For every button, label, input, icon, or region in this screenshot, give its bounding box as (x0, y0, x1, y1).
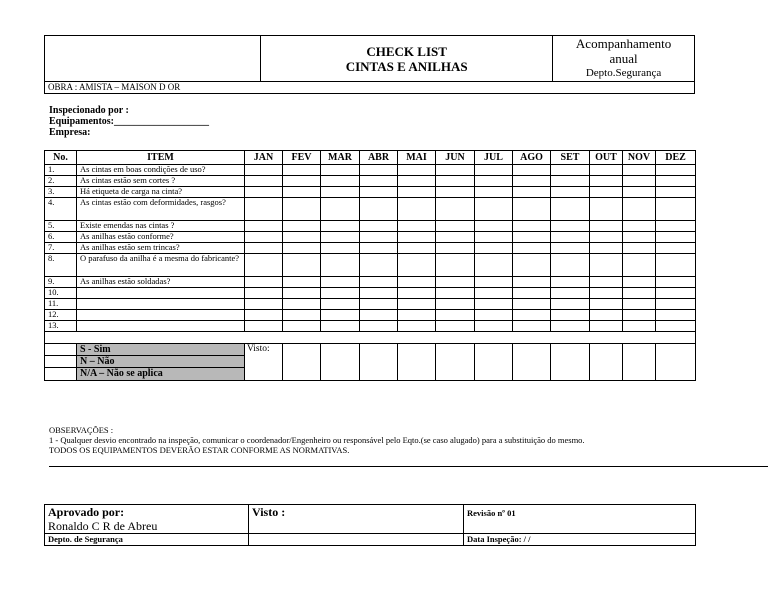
month-check-cell[interactable] (360, 321, 398, 332)
month-check-cell[interactable] (398, 321, 436, 332)
month-check-cell[interactable] (475, 288, 513, 299)
visto-cell[interactable] (475, 344, 513, 381)
table-row (45, 232, 696, 243)
visto-cell[interactable] (436, 344, 475, 381)
month-check-cell[interactable] (321, 232, 360, 243)
row-number: 9. (45, 277, 77, 288)
visto-cell[interactable] (551, 344, 590, 381)
month-check-cell[interactable] (283, 187, 321, 198)
month-check-cell[interactable] (590, 198, 623, 221)
month-check-cell[interactable] (245, 254, 283, 277)
observacao-line-2: TODOS OS EQUIPAMENTOS DEVERÃO ESTAR CONFORME AS NORMATIVAS. (49, 445, 350, 455)
month-check-cell[interactable] (475, 310, 513, 321)
table-row (45, 187, 696, 198)
month-check-cell[interactable] (475, 165, 513, 176)
month-check-cell[interactable] (623, 310, 656, 321)
month-check-cell[interactable] (283, 299, 321, 310)
title-line-2: CINTAS E ANILHAS (345, 58, 468, 74)
month-check-cell[interactable] (360, 277, 398, 288)
month-check-cell[interactable] (551, 232, 590, 243)
month-check-cell[interactable] (590, 243, 623, 254)
month-check-cell[interactable] (245, 277, 283, 288)
month-check-cell[interactable] (360, 243, 398, 254)
month-check-cell[interactable] (475, 221, 513, 232)
divider-line (49, 466, 768, 467)
month-check-cell[interactable] (623, 299, 656, 310)
revisao-label: Revisão nº 01 (464, 505, 696, 534)
month-check-cell[interactable] (245, 198, 283, 221)
month-check-cell[interactable] (436, 187, 475, 198)
title-line-1: CHECK LIST (366, 43, 447, 59)
col-header-month: ABR (360, 151, 398, 165)
month-check-cell[interactable] (551, 321, 590, 332)
month-check-cell[interactable] (283, 232, 321, 243)
col-header-month: OUT (590, 151, 623, 165)
month-check-cell[interactable] (656, 221, 696, 232)
visto-cell[interactable] (623, 344, 656, 381)
col-header-item: ITEM (77, 151, 245, 165)
month-check-cell[interactable] (475, 232, 513, 243)
month-check-cell[interactable] (360, 187, 398, 198)
legend-no-cell (45, 368, 77, 381)
visto-cell[interactable] (360, 344, 398, 381)
month-check-cell[interactable] (360, 288, 398, 299)
header-box (44, 35, 695, 94)
col-header-month: JUN (436, 151, 475, 165)
month-check-cell[interactable] (245, 243, 283, 254)
month-check-cell[interactable] (436, 288, 475, 299)
checklist-table (44, 150, 696, 381)
table-row (45, 321, 696, 332)
row-number: 12. (45, 310, 77, 321)
month-check-cell[interactable] (513, 198, 551, 221)
empresa-label: Empresa: (49, 127, 91, 138)
legend-nao: N – Não (77, 356, 245, 368)
month-check-cell[interactable] (475, 254, 513, 277)
month-check-cell[interactable] (656, 187, 696, 198)
month-check-cell[interactable] (551, 299, 590, 310)
month-check-cell[interactable] (436, 321, 475, 332)
month-check-cell[interactable] (623, 187, 656, 198)
month-check-cell[interactable] (623, 198, 656, 221)
row-number: 7. (45, 243, 77, 254)
row-item-text: O parafuso da anilha é a mesma do fabricante? (77, 254, 245, 277)
legend-sim: S - Sim (77, 344, 245, 356)
row-item-text (77, 299, 245, 310)
month-check-cell[interactable] (513, 243, 551, 254)
month-check-cell[interactable] (513, 165, 551, 176)
month-check-cell[interactable] (398, 288, 436, 299)
month-check-cell[interactable] (360, 176, 398, 187)
month-check-cell[interactable] (283, 321, 321, 332)
inspecionado-label: Inspecionado por : (49, 105, 129, 116)
month-check-cell[interactable] (623, 243, 656, 254)
month-check-cell[interactable] (245, 221, 283, 232)
month-check-cell[interactable] (475, 198, 513, 221)
month-check-cell[interactable] (283, 176, 321, 187)
month-check-cell[interactable] (321, 321, 360, 332)
month-check-cell[interactable] (551, 254, 590, 277)
month-check-cell[interactable] (590, 277, 623, 288)
table-row (45, 310, 696, 321)
col-header-month: AGO (513, 151, 551, 165)
visto-cell[interactable] (513, 344, 551, 381)
month-check-cell[interactable] (398, 254, 436, 277)
month-check-cell[interactable] (283, 243, 321, 254)
month-check-cell[interactable] (475, 243, 513, 254)
month-check-cell[interactable] (513, 232, 551, 243)
depto-label: Depto. de Segurança (45, 534, 249, 546)
row-item-text: Existe emendas nas cintas ? (77, 221, 245, 232)
aprovado-nome: Ronaldo C R de Abreu (48, 519, 158, 533)
month-check-cell[interactable] (321, 165, 360, 176)
month-check-cell[interactable] (623, 232, 656, 243)
month-check-cell[interactable] (551, 221, 590, 232)
month-check-cell[interactable] (321, 187, 360, 198)
row-item-text: As cintas em boas condições de uso? (77, 165, 245, 176)
month-check-cell[interactable] (436, 277, 475, 288)
month-check-cell[interactable] (398, 310, 436, 321)
month-check-cell[interactable] (623, 277, 656, 288)
row-number: 13. (45, 321, 77, 332)
month-check-cell[interactable] (590, 232, 623, 243)
footer-blank-cell (249, 534, 464, 546)
row-number: 1. (45, 165, 77, 176)
month-check-cell[interactable] (623, 321, 656, 332)
month-check-cell[interactable] (321, 288, 360, 299)
month-check-cell[interactable] (245, 310, 283, 321)
visto-cell[interactable] (656, 344, 696, 381)
month-check-cell[interactable] (513, 288, 551, 299)
approval-footer (44, 504, 696, 546)
month-check-cell[interactable] (656, 310, 696, 321)
month-check-cell[interactable] (475, 321, 513, 332)
month-check-cell[interactable] (360, 310, 398, 321)
month-check-cell[interactable] (360, 198, 398, 221)
month-check-cell[interactable] (590, 299, 623, 310)
month-check-cell[interactable] (245, 321, 283, 332)
col-header-month: NOV (623, 151, 656, 165)
month-check-cell[interactable] (513, 176, 551, 187)
month-check-cell[interactable] (398, 176, 436, 187)
month-check-cell[interactable] (551, 198, 590, 221)
month-check-cell[interactable] (590, 310, 623, 321)
month-check-cell[interactable] (513, 277, 551, 288)
visto-cell[interactable] (590, 344, 623, 381)
row-item-text: As cintas estão sem cortes ? (77, 176, 245, 187)
month-check-cell[interactable] (436, 165, 475, 176)
legend-row (45, 344, 696, 356)
month-check-cell[interactable] (398, 277, 436, 288)
month-check-cell[interactable] (360, 232, 398, 243)
month-check-cell[interactable] (656, 299, 696, 310)
month-check-cell[interactable] (398, 232, 436, 243)
month-check-cell[interactable] (245, 187, 283, 198)
month-check-cell[interactable] (513, 310, 551, 321)
visto-footer-label[interactable]: Visto : (249, 505, 464, 534)
col-header-month: MAR (321, 151, 360, 165)
month-check-cell[interactable] (590, 187, 623, 198)
month-check-cell[interactable] (623, 254, 656, 277)
month-check-cell[interactable] (590, 221, 623, 232)
month-check-cell[interactable] (551, 187, 590, 198)
row-number: 11. (45, 299, 77, 310)
header-title-cell (261, 36, 553, 82)
month-check-cell[interactable] (436, 198, 475, 221)
month-check-cell[interactable] (321, 221, 360, 232)
row-item-text (77, 321, 245, 332)
row-item-text: As cintas estão com deformidades, rasgos? (77, 198, 245, 221)
row-number: 3. (45, 187, 77, 198)
legend-no-cell (45, 356, 77, 368)
month-check-cell[interactable] (436, 221, 475, 232)
month-check-cell[interactable] (656, 277, 696, 288)
right-line-2: anual (609, 51, 638, 66)
month-check-cell[interactable] (623, 176, 656, 187)
month-check-cell[interactable] (656, 165, 696, 176)
col-header-month: FEV (283, 151, 321, 165)
data-inspecao-label[interactable]: Data Inspeção: / / (464, 534, 696, 546)
month-check-cell[interactable] (513, 299, 551, 310)
visto-cell[interactable] (321, 344, 360, 381)
row-number: 10. (45, 288, 77, 299)
month-check-cell[interactable] (245, 232, 283, 243)
month-check-cell[interactable] (398, 243, 436, 254)
month-check-cell[interactable] (398, 198, 436, 221)
month-check-cell[interactable] (398, 187, 436, 198)
visto-cell[interactable] (283, 344, 321, 381)
table-row (45, 176, 696, 187)
row-item-text: As anilhas estão sem trincas? (77, 243, 245, 254)
table-row (45, 221, 696, 232)
month-check-cell[interactable] (245, 176, 283, 187)
month-check-cell[interactable] (656, 176, 696, 187)
col-header-month: SET (551, 151, 590, 165)
month-check-cell[interactable] (623, 288, 656, 299)
month-check-cell[interactable] (360, 165, 398, 176)
table-row (45, 254, 696, 277)
month-check-cell[interactable] (360, 221, 398, 232)
row-item-text (77, 310, 245, 321)
month-check-cell[interactable] (590, 288, 623, 299)
col-header-month: JAN (245, 151, 283, 165)
month-check-cell[interactable] (283, 221, 321, 232)
observacao-line-1: 1 - Qualquer desvio encontrado na inspeção, comunicar o coordenador/Engenheiro ou responsável pelo Eqto.(se caso alugado) para a substituição do mesmo. (49, 435, 585, 445)
table-row (45, 277, 696, 288)
month-check-cell[interactable] (283, 198, 321, 221)
row-number: 6. (45, 232, 77, 243)
month-check-cell[interactable] (321, 254, 360, 277)
month-check-cell[interactable] (551, 277, 590, 288)
month-check-cell[interactable] (321, 198, 360, 221)
month-check-cell[interactable] (360, 299, 398, 310)
month-check-cell[interactable] (551, 310, 590, 321)
month-check-cell[interactable] (475, 176, 513, 187)
table-row (45, 198, 696, 221)
month-check-cell[interactable] (283, 288, 321, 299)
observacoes-heading: OBSERVAÇÕES : (49, 425, 114, 435)
table-row-blank (45, 332, 696, 344)
blank-row-cell (45, 332, 696, 344)
month-check-cell[interactable] (590, 165, 623, 176)
month-check-cell[interactable] (513, 254, 551, 277)
month-check-cell[interactable] (656, 254, 696, 277)
col-header-month: DEZ (656, 151, 696, 165)
month-check-cell[interactable] (590, 254, 623, 277)
row-item-text: Há etiqueta de carga na cinta? (77, 187, 245, 198)
month-check-cell[interactable] (475, 277, 513, 288)
right-line-3: Depto.Segurança (585, 67, 662, 79)
month-check-cell[interactable] (551, 288, 590, 299)
month-check-cell[interactable] (321, 277, 360, 288)
equipamentos-label: Equipamentos:___________________ (49, 116, 210, 127)
obra-label: OBRA : AMISTA – MAISON D OR (45, 82, 695, 94)
month-check-cell[interactable] (551, 243, 590, 254)
table-row (45, 165, 696, 176)
col-header-no: No. (45, 151, 77, 165)
month-check-cell[interactable] (436, 310, 475, 321)
month-check-cell[interactable] (656, 321, 696, 332)
row-item-text (77, 288, 245, 299)
month-check-cell[interactable] (656, 288, 696, 299)
aprovado-label: Aprovado por: (48, 505, 125, 519)
month-check-cell[interactable] (245, 165, 283, 176)
month-check-cell[interactable] (321, 299, 360, 310)
month-check-cell[interactable] (321, 176, 360, 187)
table-row (45, 243, 696, 254)
month-check-cell[interactable] (436, 243, 475, 254)
col-header-month: JUL (475, 151, 513, 165)
month-check-cell[interactable] (398, 299, 436, 310)
month-check-cell[interactable] (360, 254, 398, 277)
month-check-cell[interactable] (475, 299, 513, 310)
row-item-text: As anilhas estão conforme? (77, 232, 245, 243)
month-check-cell[interactable] (283, 310, 321, 321)
month-check-cell[interactable] (656, 232, 696, 243)
month-check-cell[interactable] (321, 310, 360, 321)
col-header-month: MAI (398, 151, 436, 165)
month-check-cell[interactable] (436, 299, 475, 310)
row-number: 4. (45, 198, 77, 221)
month-check-cell[interactable] (436, 232, 475, 243)
month-check-cell[interactable] (475, 187, 513, 198)
visto-label: Visto: (245, 344, 283, 381)
visto-cell[interactable] (398, 344, 436, 381)
row-number: 8. (45, 254, 77, 277)
month-check-cell[interactable] (656, 243, 696, 254)
right-line-1: Acompanhamento (575, 36, 672, 51)
month-check-cell[interactable] (245, 299, 283, 310)
month-check-cell[interactable] (283, 277, 321, 288)
month-check-cell[interactable] (656, 198, 696, 221)
month-check-cell[interactable] (623, 221, 656, 232)
row-number: 2. (45, 176, 77, 187)
legend-no-cell (45, 344, 77, 356)
table-row (45, 288, 696, 299)
header-right-cell (553, 36, 695, 82)
month-check-cell[interactable] (513, 221, 551, 232)
header-blank-cell (45, 36, 261, 82)
month-check-cell[interactable] (436, 254, 475, 277)
month-check-cell[interactable] (513, 187, 551, 198)
row-number: 5. (45, 221, 77, 232)
month-check-cell[interactable] (436, 176, 475, 187)
legend-na: N/A – Não se aplica (77, 368, 245, 381)
month-check-cell[interactable] (513, 321, 551, 332)
table-header-row (45, 151, 696, 165)
month-check-cell[interactable] (283, 165, 321, 176)
month-check-cell[interactable] (245, 288, 283, 299)
month-check-cell[interactable] (551, 176, 590, 187)
month-check-cell[interactable] (398, 165, 436, 176)
row-item-text: As anilhas estão soldadas? (77, 277, 245, 288)
month-check-cell[interactable] (590, 321, 623, 332)
month-check-cell[interactable] (623, 165, 656, 176)
month-check-cell[interactable] (283, 254, 321, 277)
month-check-cell[interactable] (590, 176, 623, 187)
aprovado-cell (45, 505, 249, 534)
month-check-cell[interactable] (321, 243, 360, 254)
month-check-cell[interactable] (551, 165, 590, 176)
month-check-cell[interactable] (398, 221, 436, 232)
table-row (45, 299, 696, 310)
